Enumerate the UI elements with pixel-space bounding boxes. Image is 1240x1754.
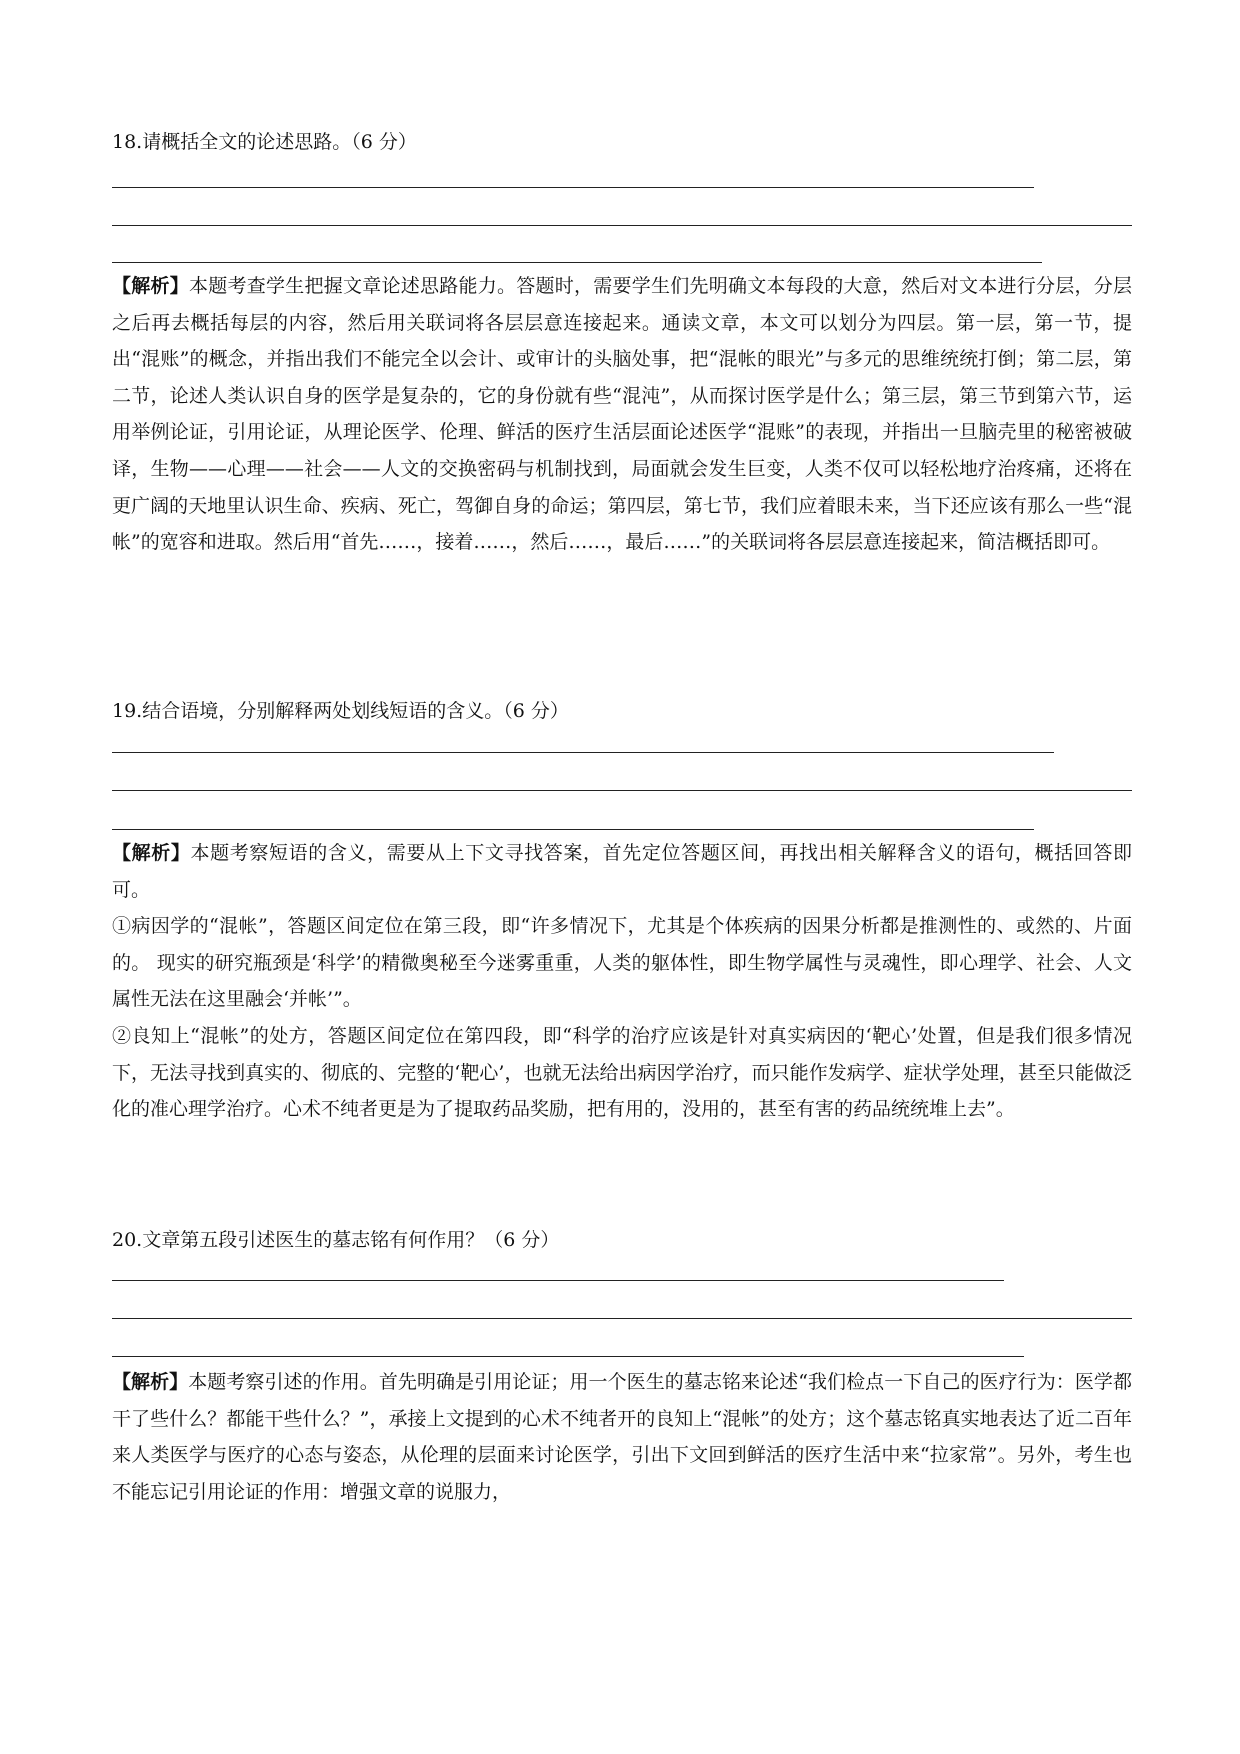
question-19-prompt: 19.结合语境，分别解释两处划线短语的含义。（6 分）: [112, 700, 569, 722]
question-18-analysis: [112, 268, 1132, 561]
question-20-analysis: [112, 1364, 1132, 1510]
question-20-prompt: 20.文章第五段引述医生的墓志铭有何作用？（6 分）: [112, 1229, 560, 1251]
answer-line: [112, 1280, 1004, 1281]
answer-line: [112, 829, 1034, 830]
answer-line: [112, 1356, 1024, 1357]
answer-line: [112, 262, 1042, 263]
analysis-tag: 【解析】: [112, 842, 191, 864]
answer-line: [112, 225, 1132, 226]
answer-line: [112, 187, 1034, 188]
answer-line: [112, 1318, 1132, 1319]
analysis-paragraph: ①病因学的“混帐”，答题区间定位在第三段，即“许多情况下，尤其是个体疾病的因果分析都是推测性的、或然的、片面的。 现实的研究瓶颈是‘科学’的精微奥秘至今迷雾重重，人类的躯体性，即生物学属性与灵魂性，即心理学、社会、人文属性无法在这里融会‘并帐’”。: [112, 915, 1132, 1011]
analysis-paragraph: ②良知上“混帐”的处方，答题区间定位在第四段，即“科学的治疗应该是针对真实病因的‘靶心’处置，但是我们很多情况下，无法寻找到真实的、彻底的、完整的‘靶心’，也就无法给出病因学治疗，而只能作发病学、症状学处理，甚至只能做泛化的准心理学治疗。心术不纯者更是为了提取药品奖励，把有用的，没用的，甚至有害的药品统统堆上去”。: [112, 1024, 1132, 1121]
analysis-tag: 【解析】: [112, 275, 189, 297]
analysis-paragraph: [112, 835, 1132, 908]
answer-line: [112, 752, 1054, 753]
analysis-text: 本题考察引述的作用。首先明确是引用论证；用一个医生的墓志铭来论述“我们检点一下自己的医疗行为：医学都干了些什么？都能干些什么？”，承接上文提到的心术不纯者开的良知上“混帐”的处方；这个墓志铭真实地表达了近二百年来人类医学与医疗的心态与姿态，从伦理的层面来讨论医学，引出下文回到鲜活的医疗生活中来“拉家常”。另外，考生也不能忘记引用论证的作用：增强文章的说服力，: [112, 1371, 1132, 1503]
analysis-text: 本题考察短语的含义，需要从上下文寻找答案，首先定位答题区间，再找出相关解释含义的语句，概括回答即可。: [112, 842, 1132, 901]
analysis-paragraph: [112, 268, 1132, 561]
question-18-prompt: 18.请概括全文的论述思路。（6 分）: [112, 131, 417, 153]
question-19-analysis: [112, 835, 1132, 1128]
analysis-tag: 【解析】: [112, 1371, 189, 1393]
analysis-text: 本题考查学生把握文章论述思路能力。答题时，需要学生们先明确文本每段的大意，然后对文本进行分层，分层之后再去概括每层的内容，然后用关联词将各层层意连接起来。通读文章，本文可以划分为四层。第一层，第一节，提出“混账”的概念，并指出我们不能完全以会计、或审计的头脑处事，把“混帐的眼光”与多元的思维统统打倒；第二层，第二节，论述人类认识自身的医学是复杂的，它的身份就有些“混沌”，从而探讨医学是什么；第三层，第三节到第六节，运用举例论证，引用论证，从理论医学、伦理、鲜活的医疗生活层面论述医学“混账”的表现，并指出一旦脑壳里的秘密被破译，生物——心理——社会——人文的交换密码与机制找到，局面就会发生巨变，人类不仅可以轻松地疗治疼痛，还将在更广阔的天地里认识生命、疾病、死亡，驾御自身的命运；第四层，第七节，我们应着眼未来，当下还应该有那么一些“混帐”的宽容和进取。然后用“首先……，接着……，然后……，最后……”的关联词将各层层意连接起来，简洁概括即可。: [112, 275, 1132, 554]
analysis-paragraph: [112, 1364, 1132, 1510]
answer-line: [112, 790, 1132, 791]
